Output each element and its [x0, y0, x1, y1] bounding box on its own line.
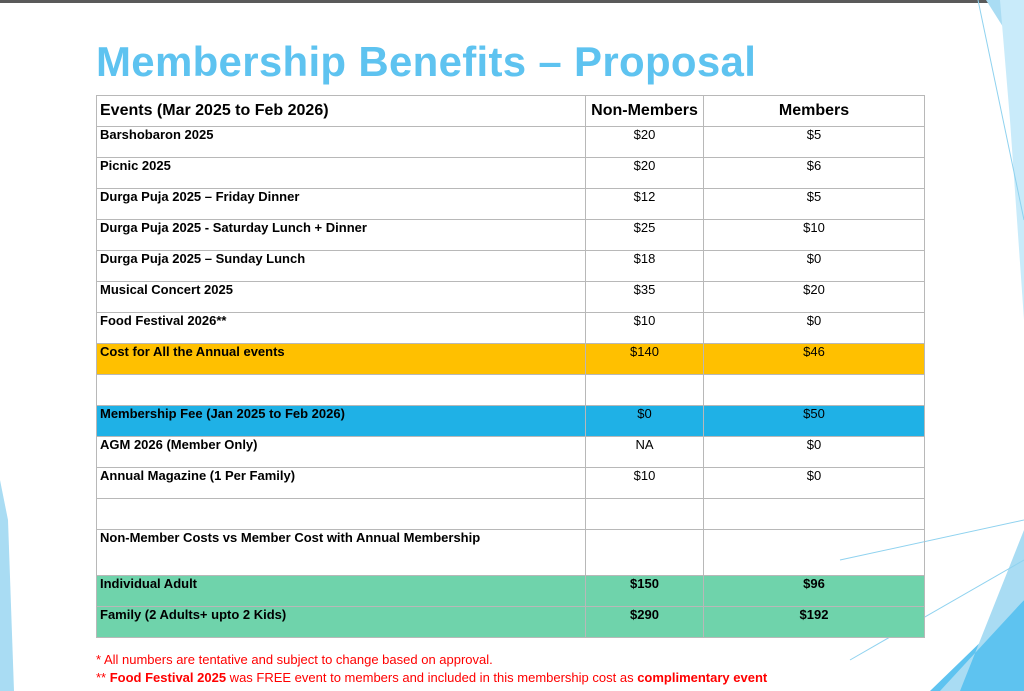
event-name: Picnic 2025: [97, 158, 586, 189]
non-member-price: [586, 499, 704, 530]
member-price: $192: [704, 607, 925, 638]
non-member-price: $0: [586, 406, 704, 437]
member-price: $5: [704, 189, 925, 220]
footnote-complimentary: complimentary event: [637, 670, 768, 685]
event-name: Non-Member Costs vs Member Cost with Annual Membership: [97, 530, 586, 576]
membership-fee-row: [97, 406, 925, 437]
non-member-price: $20: [586, 158, 704, 189]
table-row: [97, 220, 925, 251]
non-member-price: $18: [586, 251, 704, 282]
comparison-heading-row: [97, 530, 925, 576]
table-row: [97, 437, 925, 468]
event-name: Barshobaron 2025: [97, 127, 586, 158]
event-name: [97, 499, 586, 530]
member-price: $0: [704, 468, 925, 499]
non-member-price: $290: [586, 607, 704, 638]
non-members-column-header: Non-Members: [586, 96, 704, 127]
non-member-price: [586, 530, 704, 576]
page-title: Membership Benefits – Proposal: [96, 38, 757, 85]
event-name: [97, 375, 586, 406]
member-price: $46: [704, 344, 925, 375]
benefits-table: [96, 95, 925, 638]
event-name: AGM 2026 (Member Only): [97, 437, 586, 468]
member-price: $0: [704, 313, 925, 344]
event-name: Durga Puja 2025 - Saturday Lunch + Dinner: [97, 220, 586, 251]
footnote-tentative: * All numbers are tentative and subject to change based on approval.: [96, 652, 493, 667]
table-row: [97, 127, 925, 158]
table-row: [97, 251, 925, 282]
members-column-header: Members: [704, 96, 925, 127]
member-price: [704, 375, 925, 406]
event-name: Individual Adult: [97, 576, 586, 607]
event-name: Family (2 Adults+ upto 2 Kids): [97, 607, 586, 638]
footnote-food-festival: [96, 669, 767, 687]
non-member-price: $150: [586, 576, 704, 607]
footnote-marker: **: [96, 670, 110, 685]
table-row: [97, 282, 925, 313]
member-price: $10: [704, 220, 925, 251]
table-row: [97, 313, 925, 344]
member-price: $20: [704, 282, 925, 313]
table-row: [97, 158, 925, 189]
event-name: Durga Puja 2025 – Sunday Lunch: [97, 251, 586, 282]
table-header-row: [97, 96, 925, 127]
footnote-text: was FREE event to members and included in this membership cost as: [226, 670, 638, 685]
event-name: Food Festival 2026**: [97, 313, 586, 344]
event-name: Membership Fee (Jan 2025 to Feb 2026): [97, 406, 586, 437]
non-member-price: $35: [586, 282, 704, 313]
footnote-food-festival-name: Food Festival 2025: [109, 670, 227, 685]
non-member-price: [586, 375, 704, 406]
event-name: Cost for All the Annual events: [97, 344, 586, 375]
member-price: $5: [704, 127, 925, 158]
non-member-price: $140: [586, 344, 704, 375]
member-price: $0: [704, 251, 925, 282]
bottom-left-accent: [0, 480, 14, 691]
non-member-price: $12: [586, 189, 704, 220]
spacer-row: [97, 375, 925, 406]
member-price: $96: [704, 576, 925, 607]
non-member-price: $10: [586, 313, 704, 344]
member-price: [704, 530, 925, 576]
event-name: Musical Concert 2025: [97, 282, 586, 313]
table-row: [97, 189, 925, 220]
individual-adult-row: [97, 576, 925, 607]
family-row: [97, 607, 925, 638]
right-accent-band: [1000, 0, 1024, 320]
member-price: [704, 499, 925, 530]
annual-total-row: [97, 344, 925, 375]
member-price: $50: [704, 406, 925, 437]
non-member-price: $20: [586, 127, 704, 158]
table-row: [97, 468, 925, 499]
events-column-header: Events (Mar 2025 to Feb 2026): [97, 96, 586, 127]
spacer-row: [97, 499, 925, 530]
member-price: $0: [704, 437, 925, 468]
non-member-price: NA: [586, 437, 704, 468]
event-name: Durga Puja 2025 – Friday Dinner: [97, 189, 586, 220]
non-member-price: $25: [586, 220, 704, 251]
event-name: Annual Magazine (1 Per Family): [97, 468, 586, 499]
footnotes: [96, 651, 767, 687]
member-price: $6: [704, 158, 925, 189]
non-member-price: $10: [586, 468, 704, 499]
